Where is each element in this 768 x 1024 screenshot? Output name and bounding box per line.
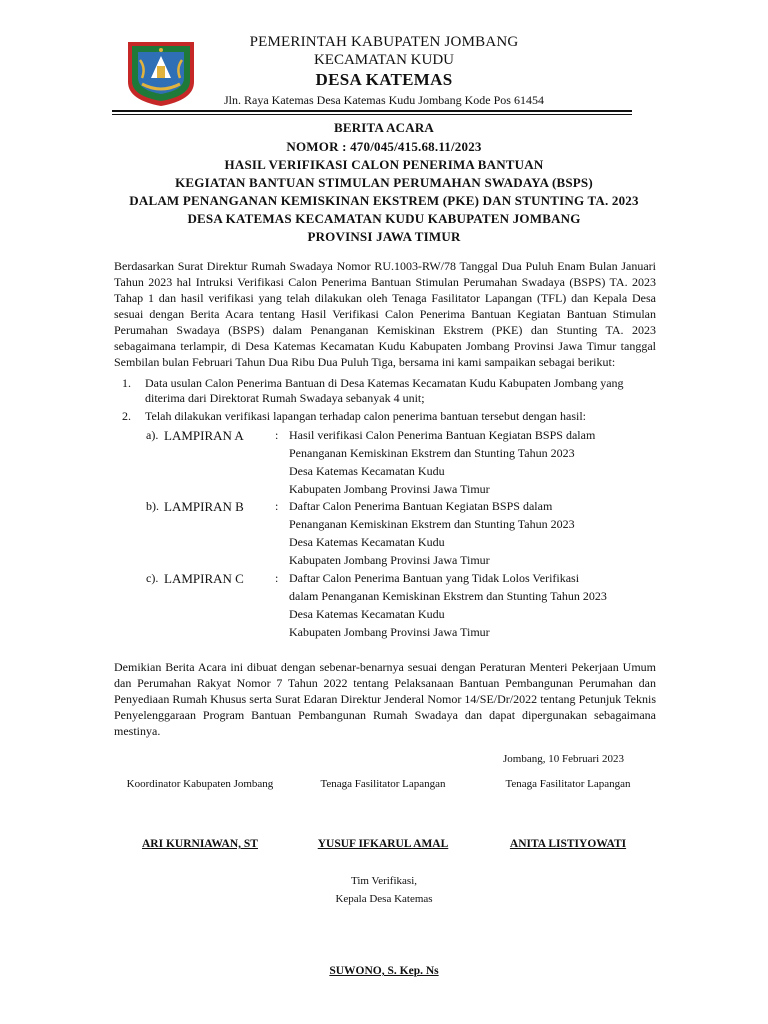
signatory-name: ANITA LISTIYOWATI <box>509 838 627 850</box>
verifier-team: Tim Verifikasi, <box>350 875 417 887</box>
letterhead-rule-thin <box>112 114 632 115</box>
attachment-name: LAMPIRAN C <box>164 571 244 586</box>
attachment-colon: : <box>275 428 279 442</box>
attachment-line: Daftar Calon Penerima Bantuan Kegiatan BSPS dalam <box>289 499 553 513</box>
title-line: DALAM PENANGANAN KEMISKINAN EKSTREM (PKE) DAN STUNTING TA. 2023 <box>129 193 639 208</box>
verifier-role: Kepala Desa Katemas <box>335 893 433 905</box>
attachment-letter: c). <box>146 571 159 585</box>
attachment-line: Desa Katemas Kecamatan Kudu <box>289 535 445 549</box>
letterhead-village: DESA KATEMAS <box>315 70 453 89</box>
point-text: diterima dari Direktorat Rumah Swadaya sebanyak 4 unit; <box>145 391 425 405</box>
point-number: 1. <box>122 376 131 390</box>
attachment-colon: : <box>275 499 279 513</box>
document-type: BERITA ACARA <box>333 120 435 135</box>
signing-date: Jombang, 10 Februari 2023 <box>503 753 624 765</box>
attachment-line: Desa Katemas Kecamatan Kudu <box>289 464 445 478</box>
verifier-name: SUWONO, S. Kep. Ns <box>329 965 439 977</box>
attachment-line: Daftar Calon Penerima Bantuan yang Tidak Lolos Verifikasi <box>289 571 580 585</box>
attachment-name: LAMPIRAN A <box>164 428 244 443</box>
attachment-line: Desa Katemas Kecamatan Kudu <box>289 607 445 621</box>
letterhead-rule-thick <box>112 110 632 112</box>
attachment-letter: a). <box>146 428 159 442</box>
letterhead-address: Jln. Raya Katemas Desa Katemas Kudu Jombang Kode Pos 61454 <box>224 93 544 107</box>
title-line: PROVINSI JAWA TIMUR <box>307 229 461 244</box>
attachment-line: Penanganan Kemiskinan Ekstrem dan Stunting Tahun 2023 <box>289 446 575 460</box>
attachment-letter: b). <box>146 499 159 513</box>
attachment-colon: : <box>275 571 279 585</box>
title-line: DESA KATEMAS KECAMATAN KUDU KABUPATEN JOMBANG <box>187 211 581 226</box>
point-text: Telah dilakukan verifikasi lapangan terhadap calon penerima bantuan tersebut dengan hasil: <box>145 409 586 423</box>
attachment-line: Kabupaten Jombang Provinsi Jawa Timur <box>289 625 490 639</box>
point-number: 2. <box>122 409 131 423</box>
signatory-role: Tenaga Fasilitator Lapangan <box>505 778 631 790</box>
signatory-name: YUSUF IFKARUL AMAL <box>317 838 449 850</box>
document-number: NOMOR : 470/045/415.68.11/2023 <box>286 139 482 154</box>
attachment-line: Hasil verifikasi Calon Penerima Bantuan Kegiatan BSPS dalam <box>289 428 596 442</box>
attachment-line: Penanganan Kemiskinan Ekstrem dan Stunting Tahun 2023 <box>289 517 575 531</box>
attachment-line: dalam Penanganan Kemiskinan Ekstrem dan Stunting Tahun 2023 <box>289 589 607 603</box>
signatory-role: Tenaga Fasilitator Lapangan <box>320 778 446 790</box>
intro-paragraph: Berdasarkan Surat Direktur Rumah Swadaya Nomor RU.1003-RW/78 Tanggal Dua Puluh Enam Bulan Januari Tahun 2023 hal Intruksi Verifikasi Calon Penerima Bantuan Stimulan Perumahan Swadaya (BSPS) TA. 2023 Tahap 1 dan hasil verifikasi yang telah dilakukan oleh Tenaga Fasilitator Lapangan (TFL) dan Kepala Desa sesuai dengan Berita Acara tentang Hasil Verifikasi Calon Penerima Bantuan Kegiatan Bantuan Stimulan Perumahan Swadaya (BSPS) dalam Penanganan Kemiskinan Ekstrem (PKE) dan Stunting TA. 2023 sebagaimana terlampir, di Desa Katemas Kecamatan Kudu Kabupaten Jombang Provinsi Jawa Timur tanggal Sembilan bulan Februari Tahun Dua Ribu Dua Puluh Tiga, bersama ini kami sampaikan sebagai berikut: <box>114 259 656 369</box>
signatory-role: Koordinator Kabupaten Jombang <box>126 778 274 790</box>
signatory-name: ARI KURNIAWAN, ST <box>142 838 258 850</box>
letterhead-district: KECAMATAN KUDU <box>313 52 455 68</box>
title-line: KEGIATAN BANTUAN STIMULAN PERUMAHAN SWADAYA (BSPS) <box>175 175 593 190</box>
closing-paragraph: Demikian Berita Acara ini dibuat dengan sebenar-benarnya sesuai dengan Peraturan Menteri Pekerjaan Umum dan Perumahan Rakyat Nomor 7 Tahun 2022 tentang Pelaksanaan Bantuan Pembangunan Perumahan dan Penyediaan Rumah Khusus serta Surat Edaran Direktur Jenderal Nomor 14/SE/Dr/2022 tentang Petunjuk Teknis Penyelenggaraan Program Bantuan Pembangunan Rumah Swadaya dan dapat dipergunakan sebagaimana mestinya. <box>114 660 656 738</box>
point-text: Data usulan Calon Penerima Bantuan di Desa Katemas Kecamatan Kudu Kabupaten Jombang yang <box>145 376 624 390</box>
letterhead-government: PEMERINTAH KABUPATEN JOMBANG <box>249 34 519 50</box>
attachment-line: Kabupaten Jombang Provinsi Jawa Timur <box>289 482 490 496</box>
attachment-line: Kabupaten Jombang Provinsi Jawa Timur <box>289 553 490 567</box>
attachment-name: LAMPIRAN B <box>164 499 244 514</box>
title-line: HASIL VERIFIKASI CALON PENERIMA BANTUAN <box>224 157 544 172</box>
